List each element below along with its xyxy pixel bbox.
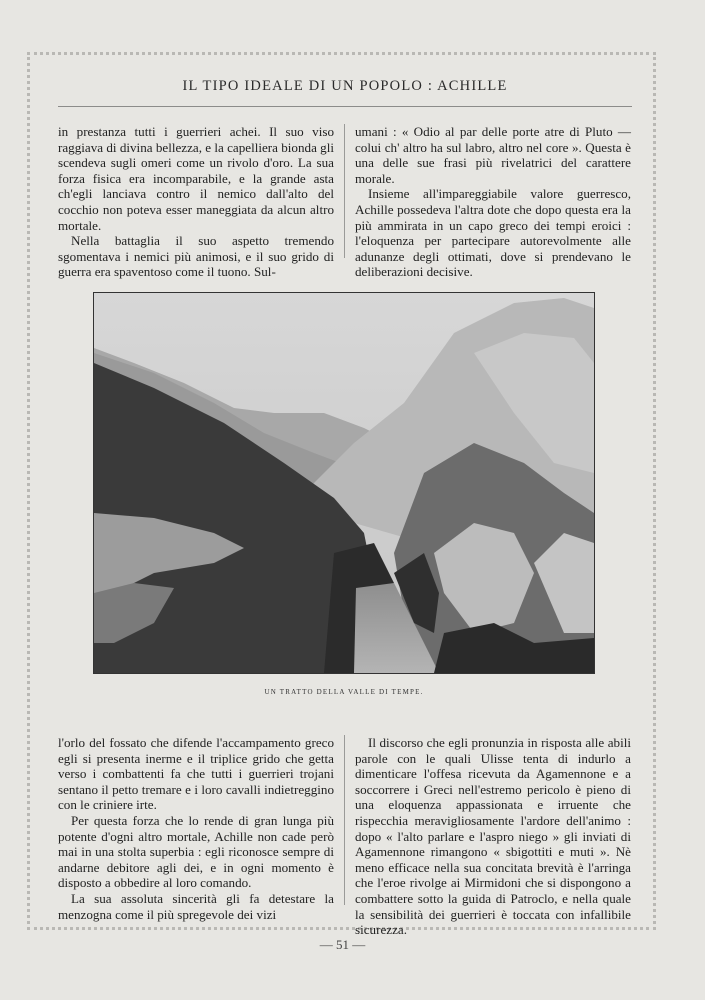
- column-divider: [344, 124, 345, 258]
- paragraph: Insieme all'impareggiabile valore guerresco, Achille possedeva l'altra dote che dopo questa era la più ammirata in un capo greco dei tempi eroici : l'eloquenza per partecipare autorevolmente alle adunanze degli ottimati, dove si prendevano le deliberazioni decisive.: [355, 186, 631, 280]
- bottom-left-column: [58, 735, 334, 922]
- paragraph: Per questa forza che lo rende di gran lunga più potente d'ogni altro mortale, Achille non cade però mai in una stolta superbia : egli riconosce sempre di andarne debitore agli dei, e in ogni momento è disposto a obbedire al loro comando.: [58, 812, 334, 891]
- figure-caption: UN TRATTO DELLA VALLE DI TEMPE.: [264, 688, 424, 696]
- top-right-column: [355, 124, 631, 280]
- bottom-right-column: [355, 735, 631, 938]
- page-number: — 51 —: [319, 937, 366, 952]
- mountain-valley-photo: [93, 292, 595, 674]
- paragraph: La sua assoluta sincerità gli fa detestare la menzogna come il più spregevole dei vizi: [58, 890, 334, 922]
- running-header: IL TIPO IDEALE DI UN POPOLO : ACHILLE: [182, 78, 508, 94]
- top-left-column: [58, 124, 334, 280]
- paragraph: Nella battaglia il suo aspetto tremendo sgomentava i nemici più animosi, e il suo grido di guerra era spaventoso come il tuono. Sul-: [58, 233, 334, 280]
- paragraph: Il discorso che egli pronunzia in risposta alle abili parole con le quali Ulisse tenta di indurlo a dimenticare l'offesa ricevuta da Agamennone e a soccorrere i Greci nell'estremo pericolo è pieno di una eloquenza appassionata e irruente che rispecchia meravigliosamente l'ardore dell'animo : dopo « l'alto parlare e l'aspro niego » gli inviati di Agamennone rimangono « sbigottiti e muti ». Nè meno efficace nella sua concitata brevità è l'arringa che l'eroe rivolge ai Mirmidoni che si dispongono a combattere sotto la guida di Patroclo, e nella quale la sensibilità dei guerrieri è toccata con infallibile sicurezza.: [355, 735, 631, 938]
- paragraph: l'orlo del fossato che difende l'accampamento greco egli si presenta inerme e il triplice grido che getta verso i combattenti fa che tutti i guerrieri trojani sentano il petto tremare e i loro cavalli indietreggino con le criniere irte.: [58, 735, 334, 813]
- header-rule: [58, 106, 632, 107]
- paragraph: umani : « Odio al par delle porte atre di Pluto — colui ch' altro ha sul labro, altro nel core ». Questa è una delle sue frasi più rivelatrici del carattere morale.: [355, 124, 631, 186]
- paragraph: in prestanza tutti i guerrieri achei. Il suo viso raggiava di divina bellezza, e la capelliera bionda gli scendeva sugli omeri come un rivolo d'oro. La sua forza fisica era incomparabile, e la grande asta ch'egli lanciava contro il nemico dall'alto del cocchio non poteva esser maneggiata da alcun altro mortale.: [58, 124, 334, 233]
- column-divider: [344, 735, 345, 905]
